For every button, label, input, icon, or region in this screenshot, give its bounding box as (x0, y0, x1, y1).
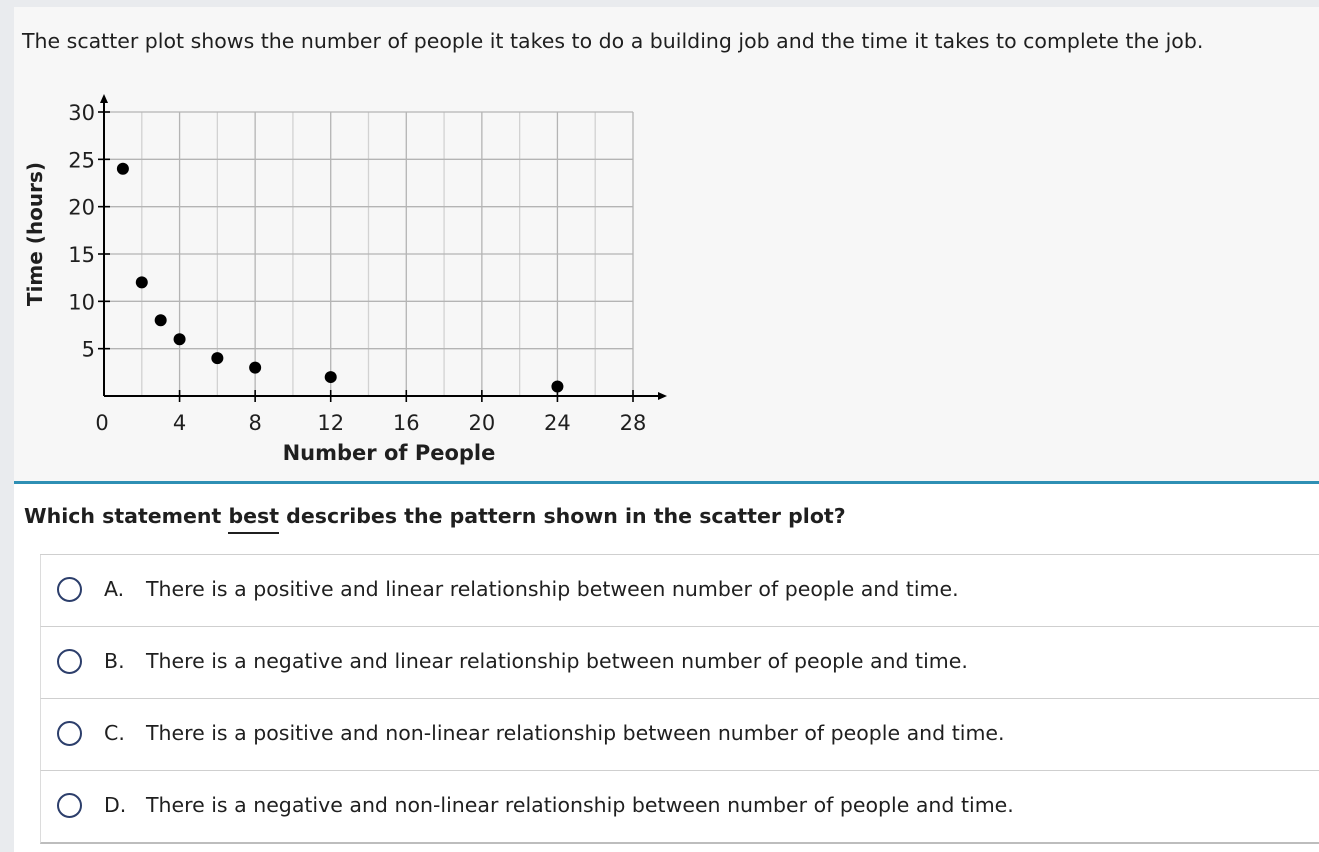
data-point (325, 371, 337, 383)
stimulus-text: The scatter plot shows the number of people it takes to do a building job and the time it takes to complete the job. (22, 29, 1204, 53)
data-point (174, 333, 186, 345)
x-tick-label: 28 (619, 411, 647, 435)
radio-button-icon[interactable] (57, 793, 82, 818)
data-point (117, 163, 129, 175)
stimulus-panel (14, 7, 1319, 481)
x-tick-label: 8 (248, 411, 262, 435)
y-tick-label: 15 (68, 243, 95, 267)
answer-options (40, 554, 1319, 844)
x-tick-label: 24 (544, 411, 571, 435)
option-c[interactable] (40, 699, 1319, 771)
option-letter: C. (104, 721, 125, 745)
option-a[interactable] (40, 555, 1319, 627)
option-letter: A. (104, 577, 125, 601)
option-text: There is a negative and linear relationship between number of people and time. (146, 649, 968, 673)
prompt-emphasis: best (228, 504, 279, 534)
x-tick-label: 16 (392, 411, 420, 435)
option-d[interactable] (40, 771, 1319, 844)
x-tick-label: 20 (468, 411, 496, 435)
radio-button-icon[interactable] (57, 721, 82, 746)
option-text: There is a negative and non-linear relationship between number of people and time. (146, 793, 1014, 817)
x-tick-label: 4 (172, 411, 187, 435)
prompt-text-start: Which statement (24, 504, 229, 528)
option-text: There is a positive and non-linear relationship between number of people and time. (146, 721, 1005, 745)
radio-button-icon[interactable] (57, 577, 82, 602)
y-axis-label: Time (hours) (23, 161, 47, 307)
y-tick-label: 10 (68, 290, 95, 315)
y-tick-label: 30 (68, 101, 95, 125)
question-panel (14, 484, 1319, 852)
data-point (551, 381, 563, 393)
x-tick-label: 0 (95, 411, 109, 435)
option-text: There is a positive and linear relationship between number of people and time. (146, 577, 959, 601)
radio-button-icon[interactable] (57, 649, 82, 674)
data-point (155, 314, 167, 326)
data-point (249, 362, 261, 374)
y-tick-label: 20 (68, 195, 95, 220)
y-tick-label: 5 (81, 337, 95, 362)
x-axis-label: Number of People (282, 441, 496, 465)
question-prompt (24, 504, 846, 528)
y-tick-label: 25 (68, 148, 95, 173)
option-letter: B. (104, 649, 125, 673)
option-letter: D. (104, 793, 127, 817)
x-tick-label: 12 (317, 411, 345, 435)
data-point (136, 276, 148, 288)
data-point (211, 352, 223, 364)
prompt-text-end: describes the pattern shown in the scatter plot? (279, 504, 846, 528)
scatter-plot (14, 82, 674, 482)
option-b[interactable] (40, 627, 1319, 699)
